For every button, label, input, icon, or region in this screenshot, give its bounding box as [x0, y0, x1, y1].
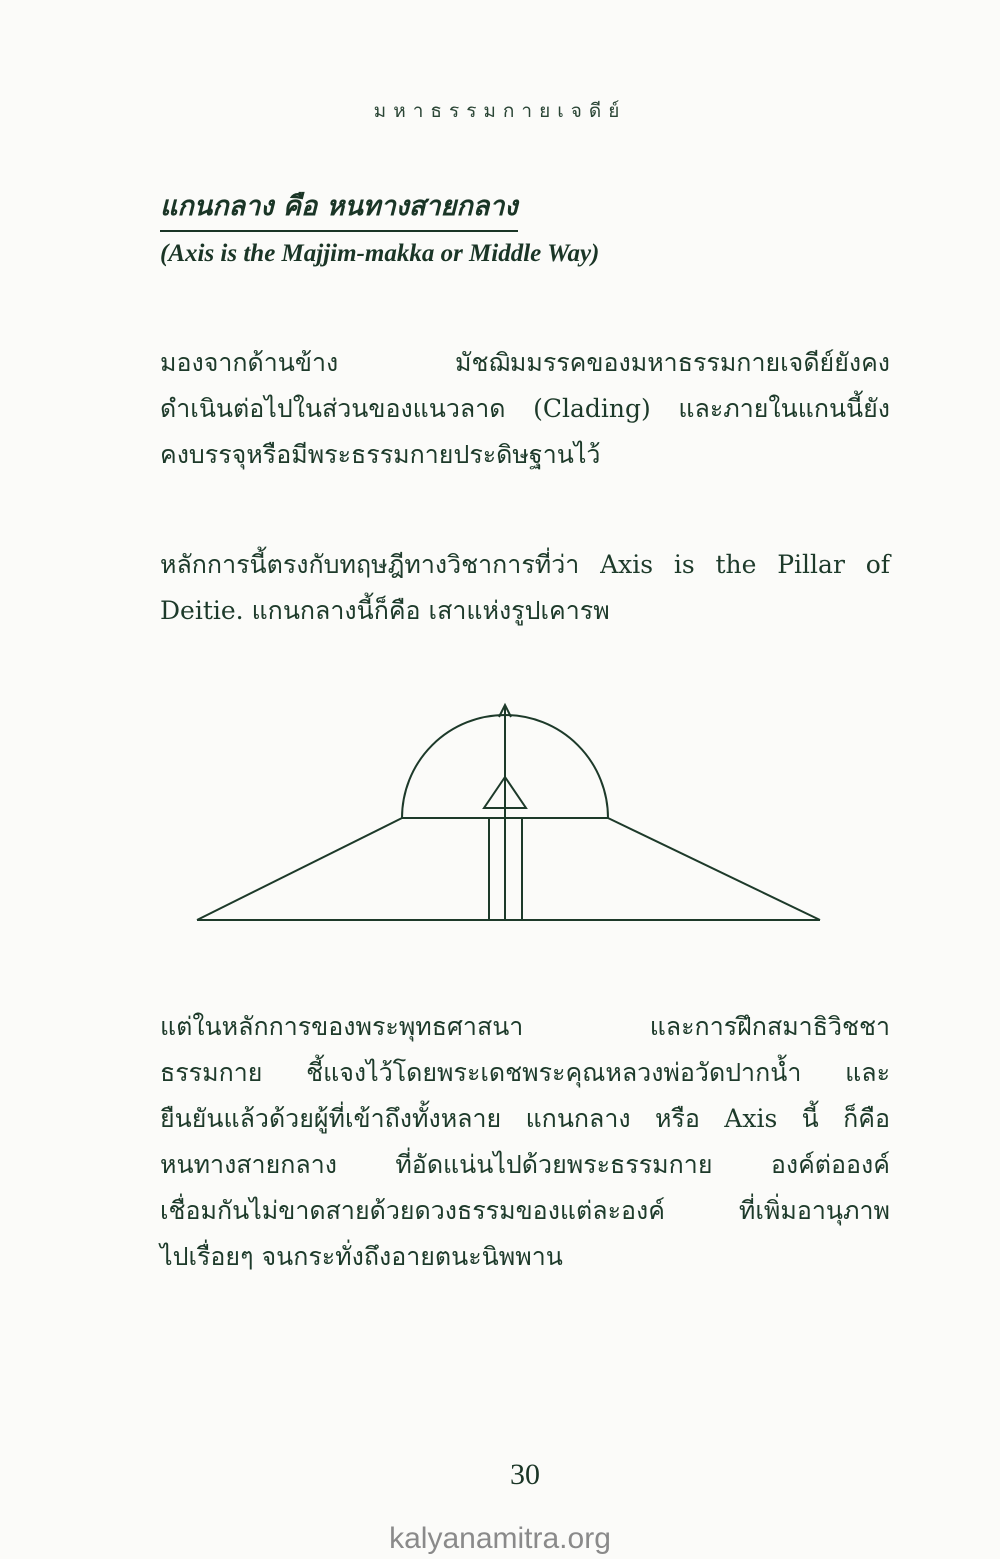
paragraph-line: หลักการนี้ตรงกับทฤษฎีทางวิชาการที่ว่า Axis is the Pillar of — [160, 550, 890, 579]
right-slope-line — [608, 818, 820, 920]
paragraph-line: Deitie. แกนกลางนี้ก็คือ เสาแห่งรูปเคารพ — [160, 596, 610, 625]
paragraph-line: แต่ในหลักการของพระพุทธศาสนา และการฝึกสมาธิวิชชา — [160, 1012, 890, 1041]
running-header: มหาธรรมกายเจดีย์ — [373, 100, 627, 122]
paragraph-line: คงบรรจุหรือมีพระธรรมกายประดิษฐานไว้ — [160, 440, 601, 469]
paragraph-3 — [160, 1004, 890, 1280]
paragraph-1 — [160, 340, 890, 478]
paragraph-line: ดำเนินต่อไปในส่วนของแนวลาด (Clading) และภายในแกนนี้ยัง — [160, 394, 890, 423]
watermark: kalyanamitra.org — [389, 1522, 611, 1555]
paragraph-line: ยืนยันแล้วด้วยผู้ที่เข้าถึงทั้งหลาย แกนกลาง หรือ Axis นี้ ก็คือ — [160, 1104, 890, 1133]
left-slope-line — [197, 818, 402, 920]
page-number: 30 — [510, 1458, 540, 1491]
paragraph-line: ธรรมกาย ชี้แจงไว้โดยพระเดชพระคุณหลวงพ่อวัดปากน้ำ และ — [160, 1058, 890, 1087]
section-heading: แกนกลาง คือ หนทางสายกลาง — [160, 184, 518, 232]
section-subheading: (Axis is the Majjim-makka or Middle Way) — [160, 240, 600, 267]
paragraph-2 — [160, 542, 890, 634]
stupa-axis-diagram — [185, 695, 825, 930]
paragraph-line: หนทางสายกลาง ที่อัดแน่นไปด้วยพระธรรมกาย องค์ต่อองค์ — [160, 1150, 890, 1179]
paragraph-line: ไปเรื่อยๆ จนกระทั่งถึงอายตนะนิพพาน — [160, 1242, 563, 1271]
paragraph-line: มองจากด้านข้าง มัชฌิมมรรคของมหาธรรมกายเจดีย์ยังคง — [160, 348, 890, 377]
paragraph-line: เชื่อมกันไม่ขาดสายด้วยดวงธรรมของแต่ละองค์ ที่เพิ่มอานุภาพ — [160, 1196, 890, 1225]
